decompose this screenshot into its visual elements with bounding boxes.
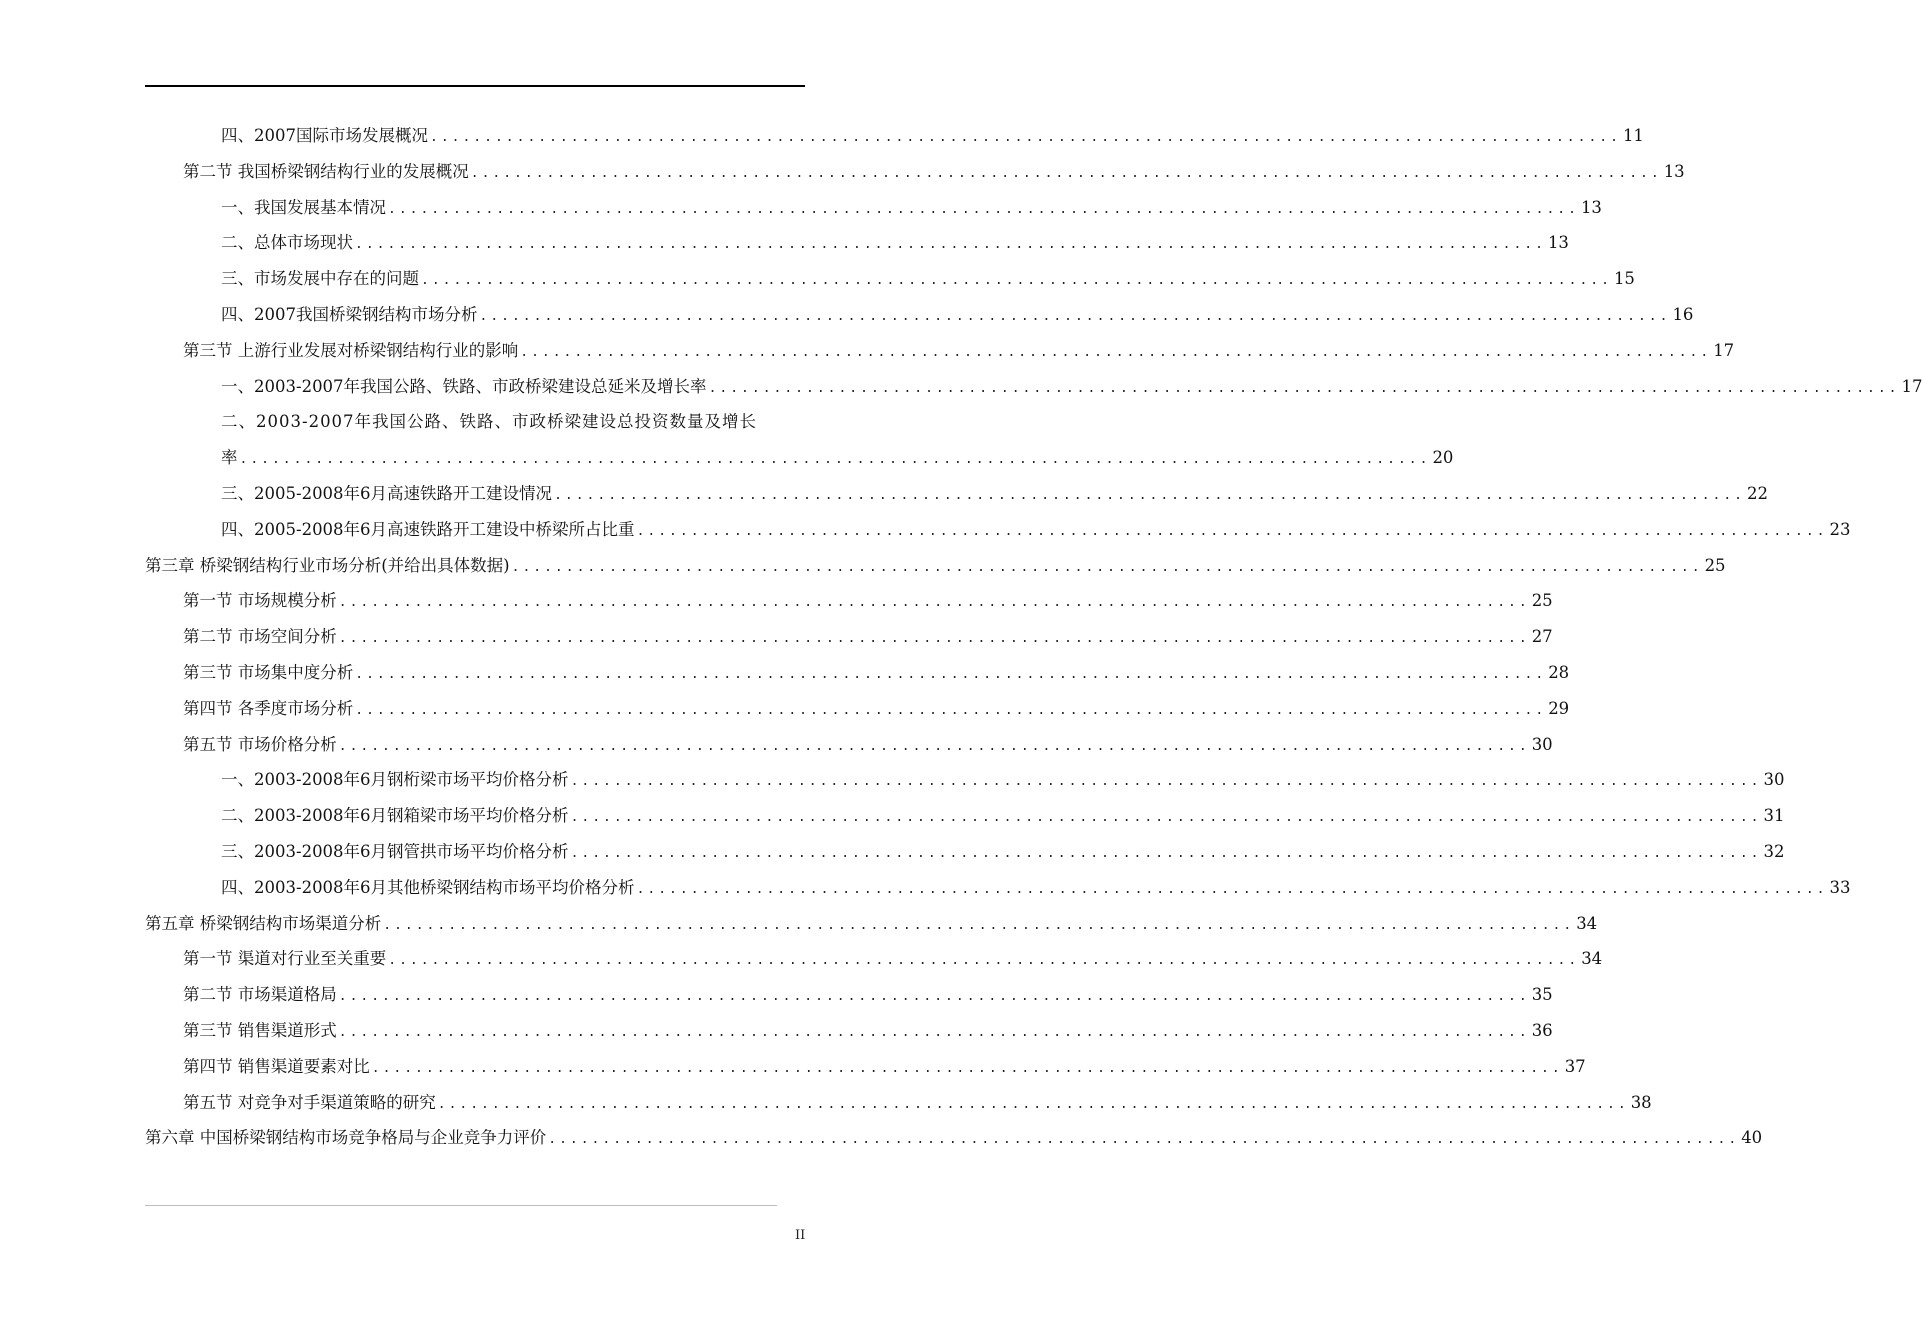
toc-dot-leader: .............................................................................................................. xyxy=(479,309,1671,324)
toc-entry-title: 第三节 上游行业发展对桥梁钢结构行业的影响 xyxy=(183,340,519,360)
toc-entry-title: 第五节 市场价格分析 xyxy=(183,734,337,754)
toc-page-number: 13 xyxy=(1663,161,1685,181)
toc-page-number: 37 xyxy=(1564,1056,1586,1076)
toc-page-number: 36 xyxy=(1531,1021,1553,1040)
toc-entry[interactable] xyxy=(183,1013,1553,1049)
toc-dot-leader: .............................................................................................................. xyxy=(338,631,1530,647)
toc-dot-leader: .............................................................................................................. xyxy=(355,702,1547,718)
toc-entry-title: 二、2003-2008年6月钢箱梁市场平均价格分析 xyxy=(221,806,569,826)
toc-entry[interactable] xyxy=(221,762,1785,798)
toc-entry-title: 一、2003-2008年6月钢桁梁市场平均价格分析 xyxy=(221,770,569,790)
toc-entry[interactable] xyxy=(183,977,1553,1013)
toc-page-number: 11 xyxy=(1622,126,1644,145)
toc-page-number: 34 xyxy=(1581,949,1603,969)
toc-entry[interactable] xyxy=(145,1120,1763,1156)
toc-entry[interactable] xyxy=(221,834,1785,870)
toc-page-number: 15 xyxy=(1613,269,1635,289)
toc-entry-title: 第五节 对竞争对手渠道策略的研究 xyxy=(183,1092,436,1112)
toc-entry-title: 第六章 中国桥梁钢结构市场竞争格局与企业竞争力评价 xyxy=(145,1128,547,1148)
toc-page-number: 25 xyxy=(1531,591,1553,611)
toc-page-number: 22 xyxy=(1747,484,1768,503)
toc-entry-title: 第三章 桥梁钢结构行业市场分析(并给出具体数据) xyxy=(145,555,510,575)
toc-page-number: 29 xyxy=(1548,698,1570,718)
toc-page-number: 35 xyxy=(1531,985,1553,1005)
toc-dot-leader: .............................................................................................................. xyxy=(437,1096,1629,1112)
toc-entry[interactable] xyxy=(183,1085,1652,1121)
toc-entry[interactable] xyxy=(183,1049,1586,1085)
toc-page-number: 25 xyxy=(1704,555,1726,575)
toc-entry-title: 第二节 我国桥梁钢结构行业的发展概况 xyxy=(183,161,469,181)
toc-entry[interactable] xyxy=(183,691,1570,727)
toc-page-number: 38 xyxy=(1630,1092,1652,1112)
toc-entry-title: 四、2003-2008年6月其他桥梁钢结构市场平均价格分析 xyxy=(221,877,635,897)
toc-entry-title: 第一节 市场规模分析 xyxy=(183,591,337,611)
toc-dot-leader: .............................................................................................................. xyxy=(548,1132,1740,1148)
toc-page-number: 23 xyxy=(1829,519,1851,539)
toc-dot-leader: .............................................................................................................. xyxy=(554,488,1745,503)
toc-page-number: 17 xyxy=(1901,376,1923,396)
toc-dot-leader: .............................................................................................................. xyxy=(570,846,1762,861)
header-rule xyxy=(145,85,805,87)
toc-dot-leader: .............................................................................................................. xyxy=(338,989,1530,1005)
toc-entry-title: 二、总体市场现状 xyxy=(221,233,353,253)
toc-entry[interactable] xyxy=(183,333,1735,369)
toc-entry[interactable] xyxy=(183,154,1685,190)
toc-dot-leader: .............................................................................................................. xyxy=(470,165,1662,181)
toc-entry[interactable] xyxy=(183,727,1553,763)
toc-entry[interactable] xyxy=(221,440,1454,476)
toc-entry-title: 第五章 桥梁钢结构市场渠道分析 xyxy=(145,913,382,933)
toc-dot-leader: .............................................................................................................. xyxy=(636,881,1828,897)
toc-page-number: 31 xyxy=(1763,806,1785,826)
toc-dot-leader: .............................................................................................................. xyxy=(421,273,1612,289)
toc-dot-leader: .............................................................................................................. xyxy=(708,380,1900,396)
toc-entry-title: 三、2005-2008年6月高速铁路开工建设情况 xyxy=(221,484,553,503)
toc-entry-title: 四、2007我国桥梁钢结构市场分析 xyxy=(221,305,478,324)
toc-entry-title: 二、2003-2007年我国公路、铁路、市政桥梁建设总投资数量及增长 xyxy=(221,412,758,432)
toc-entry-title: 三、2003-2008年6月钢管拱市场平均价格分析 xyxy=(221,842,569,861)
toc-entry[interactable] xyxy=(183,619,1553,655)
toc-page-number: 13 xyxy=(1547,233,1569,253)
toc-page-number: 30 xyxy=(1531,734,1553,754)
toc-dot-leader: .............................................................................................................. xyxy=(570,774,1762,790)
toc-page-number: 20 xyxy=(1432,448,1454,468)
toc-entry-title: 第四节 各季度市场分析 xyxy=(183,698,354,718)
toc-entry[interactable] xyxy=(221,798,1785,834)
toc-page-number: 32 xyxy=(1763,842,1785,861)
toc-entry[interactable] xyxy=(221,297,1694,333)
toc-dot-leader: .............................................................................................................. xyxy=(570,810,1762,826)
toc-page-number: 40 xyxy=(1741,1128,1763,1148)
toc-dot-leader: .............................................................................................................. xyxy=(388,953,1580,969)
toc-dot-leader: .............................................................................................................. xyxy=(338,738,1530,754)
toc-dot-leader: .............................................................................................................. xyxy=(388,201,1579,217)
toc-dot-leader: .............................................................................................................. xyxy=(338,1025,1530,1040)
toc-entry[interactable] xyxy=(145,906,1598,942)
toc-entry-title: 三、市场发展中存在的问题 xyxy=(221,269,419,289)
toc-page-number: 30 xyxy=(1763,770,1785,790)
toc-dot-leader: .............................................................................................................. xyxy=(371,1060,1563,1076)
toc-entry[interactable] xyxy=(221,369,1923,405)
toc-entry[interactable] xyxy=(221,261,1635,297)
page-number: II xyxy=(795,1228,806,1243)
toc-entry[interactable] xyxy=(221,190,1602,226)
toc-entry[interactable] xyxy=(183,583,1553,619)
toc-entry-title: 一、2003-2007年我国公路、铁路、市政桥梁建设总延米及增长率 xyxy=(221,376,707,396)
toc-entry-title: 四、2007国际市场发展概况 xyxy=(221,126,428,145)
toc-page-number: 33 xyxy=(1829,877,1851,897)
toc-entry[interactable] xyxy=(221,512,1851,548)
toc-entry[interactable] xyxy=(221,225,1569,261)
toc-entry-title: 第二节 市场空间分析 xyxy=(183,627,337,647)
toc-entry-title: 第一节 渠道对行业至关重要 xyxy=(183,949,387,969)
toc-entry-title: 第二节 市场渠道格局 xyxy=(183,985,337,1005)
toc-entry[interactable] xyxy=(221,476,1768,512)
toc-entry-title: 第四节 销售渠道要素对比 xyxy=(183,1056,370,1076)
toc-dot-leader: .............................................................................................................. xyxy=(383,917,1575,933)
toc-page-number: 28 xyxy=(1548,663,1570,682)
toc-entry[interactable] xyxy=(145,548,1726,584)
toc-dot-leader: .............................................................................................................. xyxy=(239,452,1431,468)
toc-dot-leader: .............................................................................................................. xyxy=(338,595,1530,611)
toc-dot-leader: .............................................................................................................. xyxy=(430,130,1621,145)
toc-dot-leader: .............................................................................................................. xyxy=(636,523,1828,539)
toc-dot-leader: .............................................................................................................. xyxy=(511,559,1703,575)
toc-page-number: 17 xyxy=(1713,340,1735,360)
toc-entry[interactable] xyxy=(221,118,1644,154)
toc-dot-leader: .............................................................................................................. xyxy=(520,344,1712,360)
toc-entry-title: 率 xyxy=(221,448,238,468)
toc-entry[interactable] xyxy=(221,870,1851,906)
toc-dot-leader: .............................................................................................................. xyxy=(355,237,1546,253)
toc-entry[interactable] xyxy=(221,404,806,440)
toc-dot-leader: .............................................................................................................. xyxy=(355,667,1547,682)
toc-page-number: 27 xyxy=(1531,627,1553,647)
toc-page-number: 16 xyxy=(1672,305,1694,324)
footer-rule xyxy=(145,1205,777,1206)
toc-entry-title: 第三节 市场集中度分析 xyxy=(183,663,354,682)
toc-entry[interactable] xyxy=(183,941,1603,977)
toc-entry[interactable] xyxy=(183,655,1570,691)
toc-entry-title: 一、我国发展基本情况 xyxy=(221,197,386,217)
toc-entry-title: 第三节 销售渠道形式 xyxy=(183,1021,337,1040)
toc-page-number: 34 xyxy=(1576,913,1598,933)
toc-page-number: 13 xyxy=(1580,197,1602,217)
toc-entry-title: 四、2005-2008年6月高速铁路开工建设中桥梁所占比重 xyxy=(221,519,635,539)
